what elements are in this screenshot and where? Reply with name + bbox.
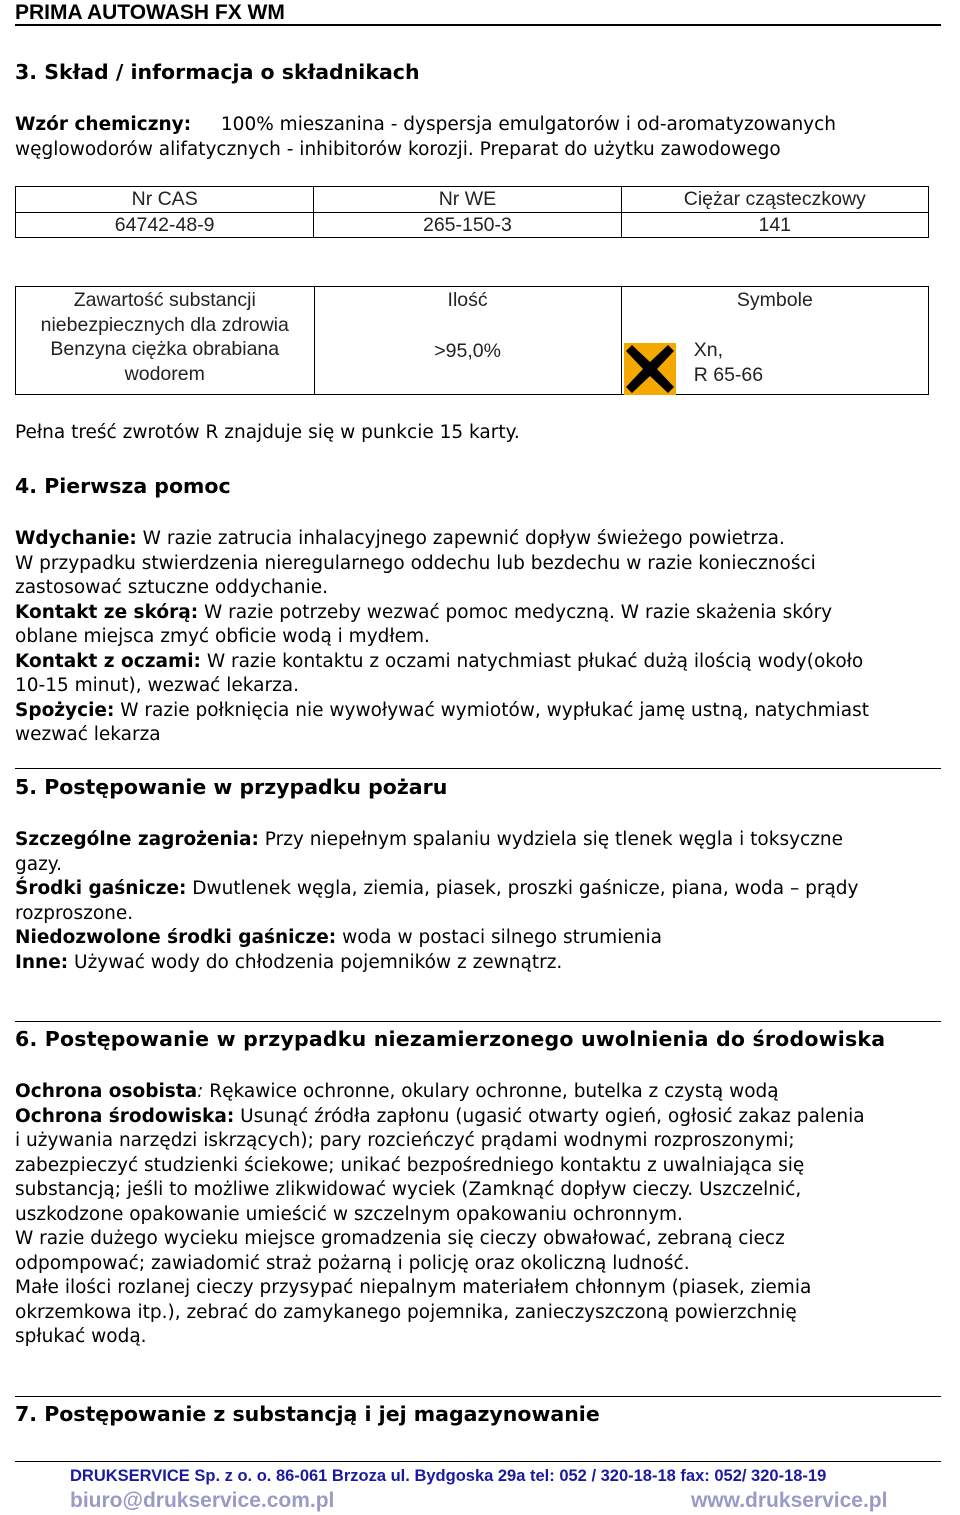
environment-protection-text-1: Usunąć źródła zapłonu (ugasić otwarty ogień, ogłosić zakaz palenia <box>234 1105 865 1127</box>
environment-line: odpompować; zawiadomić straż pożarną i policję oraz okoliczną ludność. <box>15 1252 690 1274</box>
forbidden-media-text: woda w postaci silnego strumienia <box>336 927 662 948</box>
skin-contact-text-1: W razie potrzeby wezwać pomoc medyczną. W razie skażenia skóry <box>198 601 833 623</box>
footer-website-link[interactable]: www.drukservice.pl <box>691 1489 888 1512</box>
extinguishing-media-text-2: rozproszone. <box>15 902 134 924</box>
environment-line: uszkodzone opakowanie umieścić w szczelnym opakowaniu ochronnym. <box>15 1203 683 1225</box>
ingestion-text-1: W razie połknięcia nie wywoływać wymiotów, wypłukać jamę ustną, natychmiast <box>114 699 870 721</box>
eye-contact-text-2: 10-15 minut), wezwać lekarza. <box>15 675 300 696</box>
section-6-title: 6. Postępowanie w przypadku niezamierzonego uwolnienia do środowiska <box>15 1027 886 1051</box>
formula-text-2: węglowodorów alifatycznych - inhibitorów korozji. Preparat do użytku zawodowego <box>15 138 781 160</box>
footer-company-info: DRUKSERVICE Sp. z o. o. 86-061 Brzoza ul. Bydgoska 29a tel: 052 / 320-18-18 fax: 052/ 320-18-19 <box>70 1467 827 1485</box>
substance-value-2: wodorem <box>124 362 205 385</box>
hazardous-substances-table <box>15 286 929 395</box>
r-phrases-note: Pełna treść zwrotów R znajduje się w punkcie 15 karty. <box>15 422 520 443</box>
environment-line: zabezpieczyć studzienki ściekowe; unikać bezpośredniego kontaktu z uwalniająca się <box>15 1154 805 1176</box>
environment-line: substancją; jeśli to możliwe zlikwidować wyciek (Zamknąć dopływ cieczy. Uszczelnić, <box>15 1179 802 1200</box>
formula-label: Wzór chemiczny: <box>15 114 192 135</box>
environment-line: spłukać wodą. <box>15 1326 147 1347</box>
breathing-text-2: zastosować sztuczne oddychanie. <box>15 577 329 598</box>
section-6-divider <box>15 1021 941 1022</box>
extinguishing-media-label: Środki gaśnicze: <box>15 878 187 899</box>
personal-protection-label: Ochrona osobista <box>15 1081 198 1102</box>
environment-protection-label: Ochrona środowiska: <box>15 1105 235 1127</box>
section-4-title: 4. Pierwsza pomoc <box>15 474 231 498</box>
special-hazards-label: Szczególne zagrożenia: <box>15 829 259 850</box>
extinguishing-media-text-1: Dwutlenek węgla, ziemia, piasek, proszki gaśnicze, piana, woda – prądy <box>186 878 859 899</box>
substance-header-2: niebezpiecznych dla zdrowia <box>40 313 289 336</box>
symbol-xn: Xn, <box>693 339 723 361</box>
release-paragraph <box>15 1080 955 1350</box>
other-text: Używać wody do chłodzenia pojemników z zewnątrz. <box>68 951 563 973</box>
quantity-cell <box>314 287 621 395</box>
forbidden-media-label: Niedozwolone środki gaśnicze: <box>15 927 337 948</box>
cas-value: 64742-48-9 <box>16 212 314 238</box>
inhalation-text: W razie zatrucia inhalacyjnego zapewnić dopływ świeżego powietrza. <box>136 528 785 549</box>
skin-contact-text-2: oblane miejsca zmyć obficie wodą i mydłem. <box>15 626 430 647</box>
quantity-value: >95,0% <box>434 339 501 362</box>
quantity-header: Ilość <box>447 289 488 311</box>
identifiers-table <box>15 186 929 238</box>
special-hazards-text-2: gazy. <box>15 853 62 875</box>
symbol-r-phrases: R 65-66 <box>693 363 764 386</box>
breathing-text-1: W przypadku stwierdzenia nieregularnego oddechu lub bezdechu w razie konieczności <box>15 552 816 574</box>
first-aid-paragraph <box>15 527 955 748</box>
section-7-divider <box>15 1396 941 1397</box>
cas-header: Nr CAS <box>16 187 314 213</box>
special-hazards-text-1: Przy niepełnym spalaniu wydziela się tlenek węgla i toksyczne <box>258 829 844 850</box>
other-label: Inne: <box>15 951 69 973</box>
substance-cell <box>16 287 315 395</box>
fire-paragraph <box>15 828 955 975</box>
section-7-title: 7. Postępowanie z substancją i jej magazynowanie <box>15 1402 600 1426</box>
section-3-title: 3. Skład / informacja o składnikach <box>15 60 420 84</box>
molecular-weight-header: Ciężar cząsteczkowy <box>621 187 928 213</box>
environment-line: i używania narzędzi iskrzących); pary rozcieńczyć prądami wodnymi rozproszonymi; <box>15 1130 795 1151</box>
eye-contact-label: Kontakt z oczami: <box>15 650 201 672</box>
symbols-cell <box>621 287 928 395</box>
eye-contact-text-1: W razie kontaktu z oczami natychmiast płukać dużą ilością wody(około <box>200 650 864 672</box>
environment-line: okrzemkowa itp.), zebrać do zamykanego pojemnika, zanieczyszczoną powierzchnię <box>15 1301 797 1323</box>
personal-protection-text: Rękawice ochronne, okulary ochronne, butelka z czystą wodą <box>203 1081 779 1102</box>
footer-top-divider <box>15 1461 941 1462</box>
skin-contact-label: Kontakt ze skórą: <box>15 601 199 623</box>
symbols-values <box>694 338 763 387</box>
inhalation-label: Wdychanie: <box>15 528 137 549</box>
section-5-divider <box>15 768 941 769</box>
footer-email-link[interactable]: biuro@drukservice.com.pl <box>70 1489 335 1512</box>
personal-protection-colon: : <box>197 1081 204 1102</box>
environment-line: Małe ilości rozlanej cieczy przysypać niepalnym materiałem chłonnym (piasek, ziemia <box>15 1277 812 1298</box>
we-header: Nr WE <box>314 187 621 213</box>
substance-value-1: Benzyna ciężka obrabiana <box>50 338 280 360</box>
formula-text-1: 100% mieszanina - dyspersja emulgatorów i od-aromatyzowanych <box>220 114 837 135</box>
symbols-header: Symbole <box>736 289 813 311</box>
ingestion-label: Spożycie: <box>15 699 115 721</box>
molecular-weight-value: 141 <box>621 212 928 238</box>
we-value: 265-150-3 <box>314 212 621 238</box>
environment-line: W razie dużego wycieku miejsce gromadzenia się cieczy obwałować, zebraną ciecz <box>15 1228 785 1249</box>
chemical-formula-paragraph <box>15 113 955 162</box>
header-divider <box>15 24 941 26</box>
document-header-title: PRIMA AUTOWASH FX WM <box>15 1 285 24</box>
section-5-title: 5. Postępowanie w przypadku pożaru <box>15 775 448 799</box>
harmful-x-icon <box>624 343 676 395</box>
ingestion-text-2: wezwać lekarza <box>15 724 161 745</box>
substance-header-1: Zawartość substancji <box>73 289 256 311</box>
